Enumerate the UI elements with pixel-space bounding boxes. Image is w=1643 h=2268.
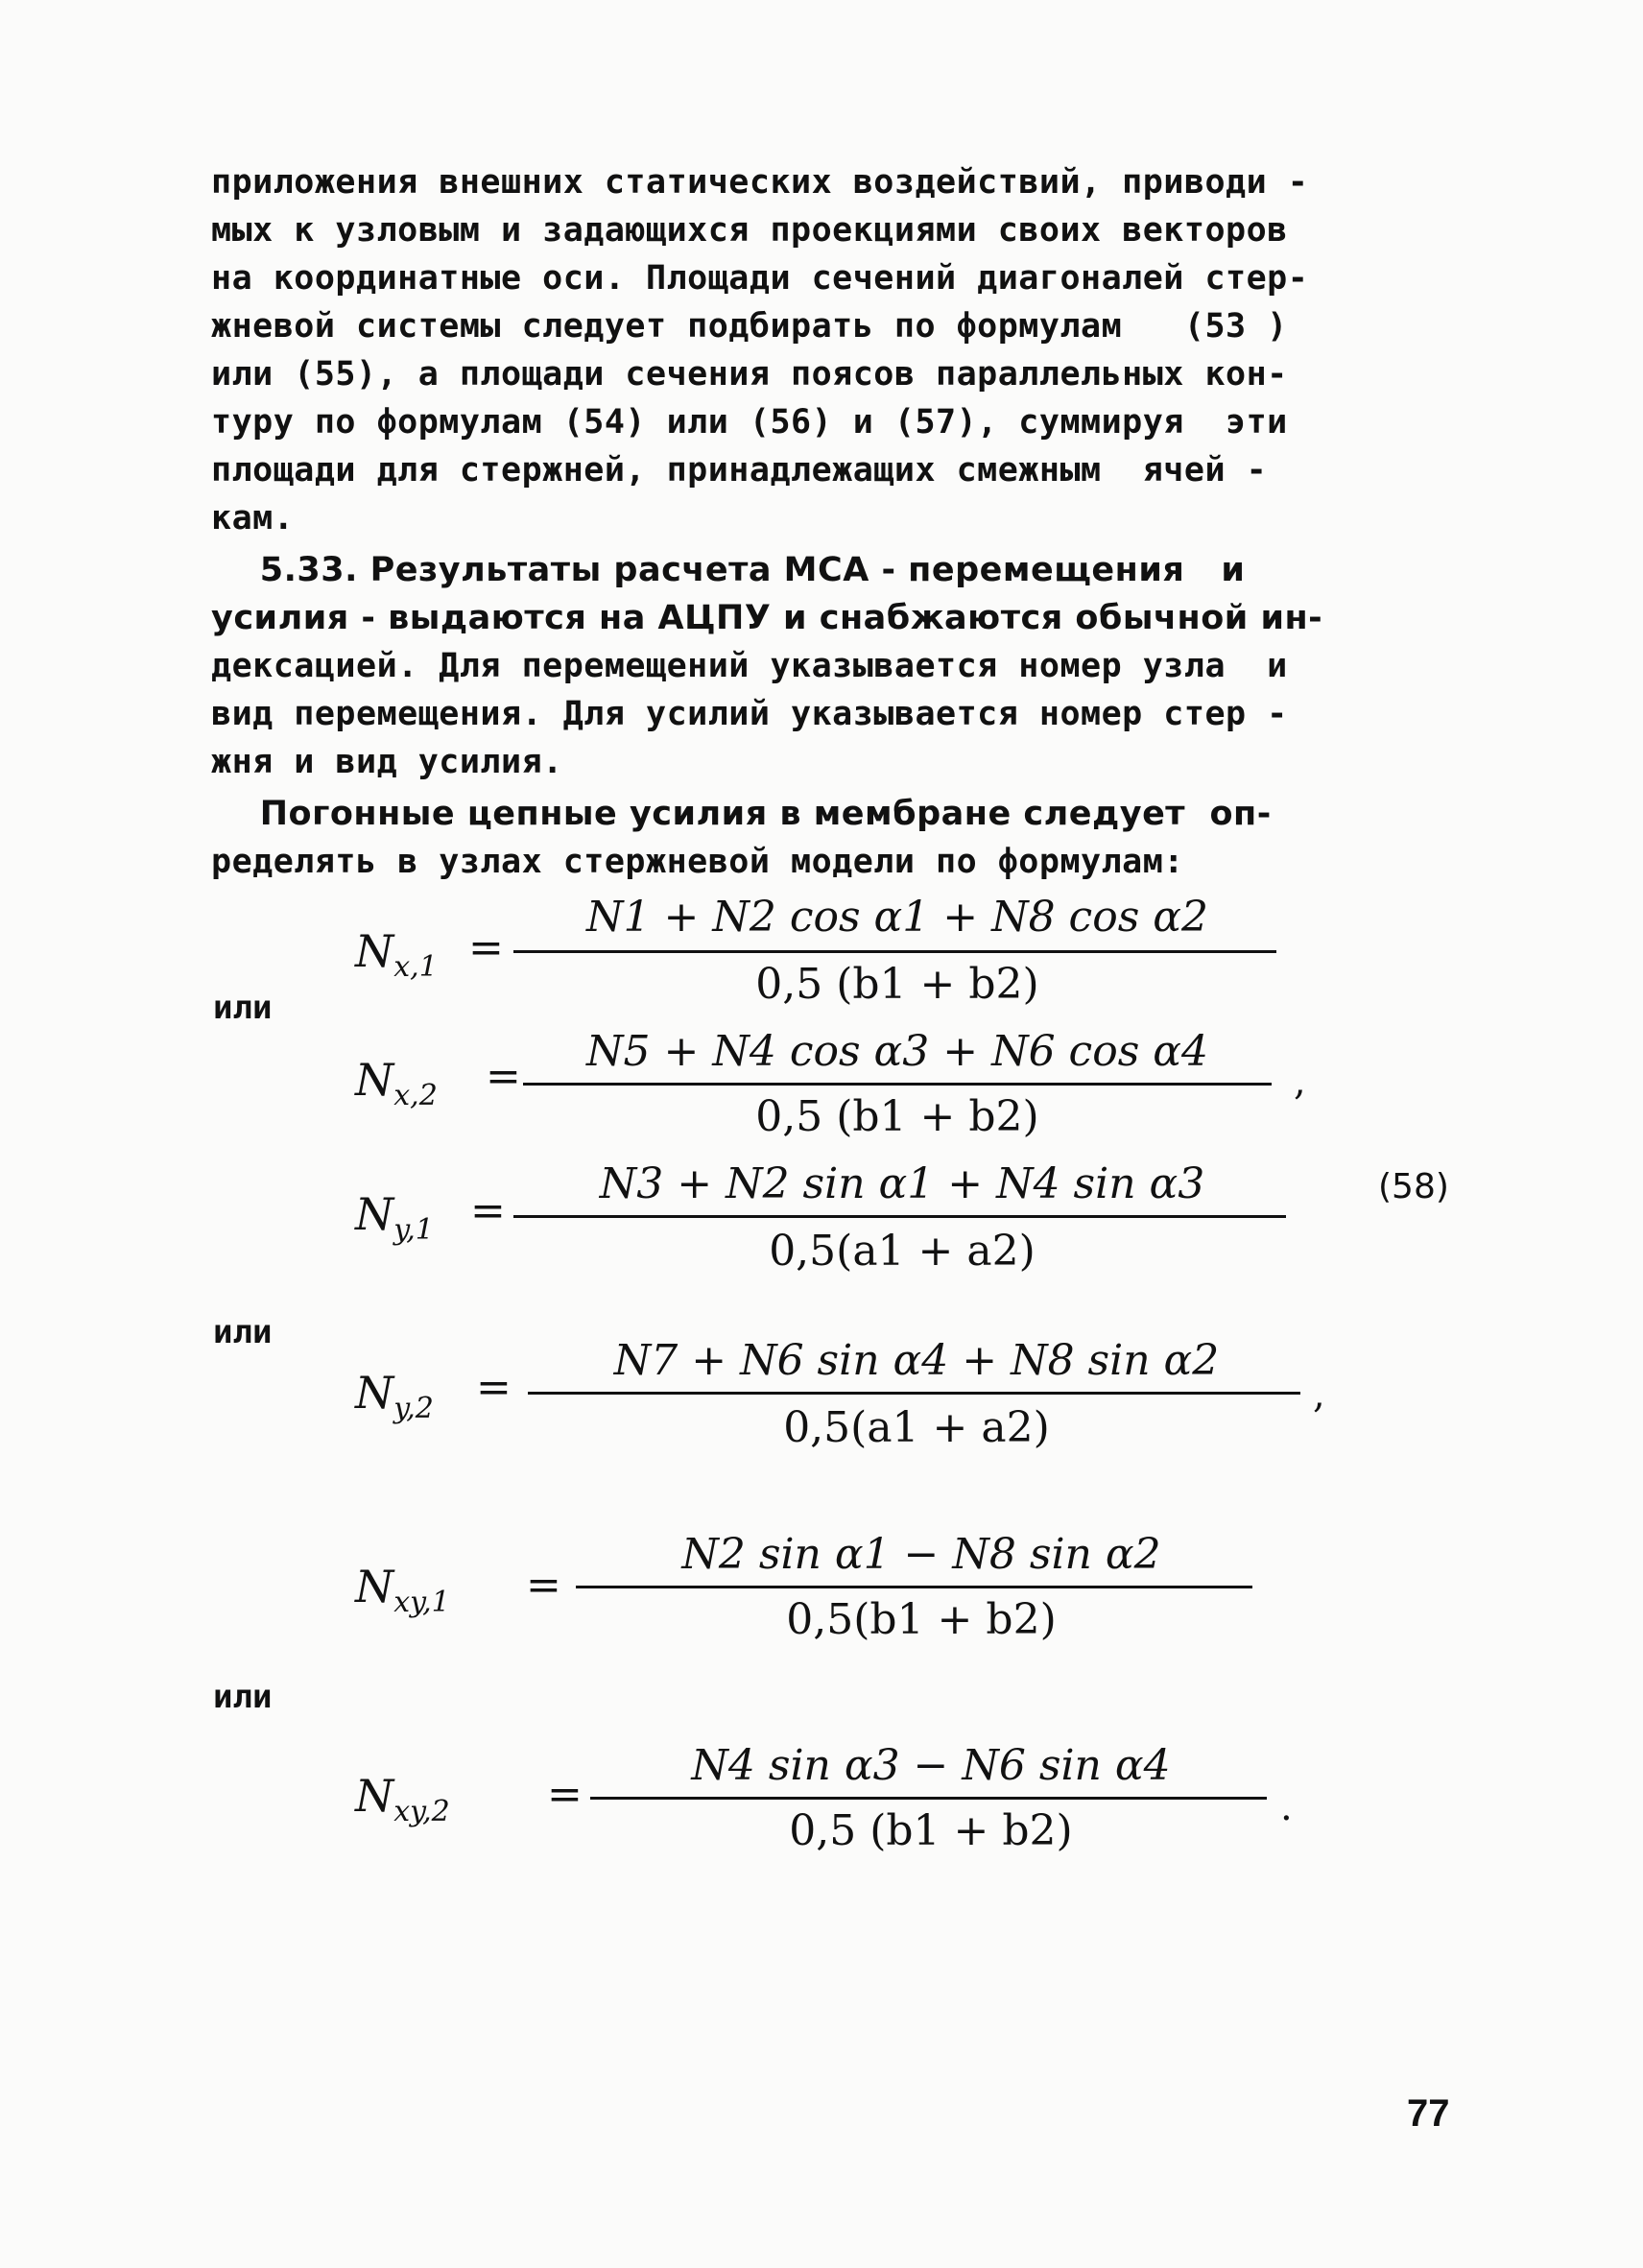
fraction-bar [590,1797,1267,1800]
equals-sign: = [547,1770,583,1819]
fraction-bar [513,950,1276,953]
fraction-bar [528,1392,1300,1395]
equals-sign: = [476,1363,512,1412]
fraction-bar [576,1586,1252,1588]
equation-number: (58) [1378,1167,1449,1206]
formula-numerator: N2 sin α1 − N8 sin α2 [681,1530,1161,1579]
formula-lhs: $N_{x,2}$ [355,1054,438,1113]
text-line: или (55), а площади сечения поясов параллельных кон- [211,355,1288,394]
or-label: или [213,1678,273,1716]
formula-numerator: N1 + N2 cos α1 + N8 cos α2 [586,893,1208,942]
text-line: мых к узловым и задающихся проекциями своих векторов [211,211,1288,250]
formula-lhs: $N_{y,1}$ [355,1188,434,1248]
formula-lhs: $N_{xy,2}$ [355,1770,450,1829]
formula-lhs: $N_{x,1}$ [355,925,438,985]
equals-sign: = [470,1186,506,1235]
formula-trail: , [1313,1373,1325,1417]
text-line: жневой системы следует подбирать по формулам (53 ) [211,307,1288,346]
formula-denominator: 0,5 (b1 + b2) [789,1806,1073,1855]
formula-lhs: $N_{xy,1}$ [355,1561,450,1620]
formula-numerator: N5 + N4 cos α3 + N6 cos α4 [586,1027,1208,1076]
equals-sign: = [468,923,504,972]
equals-sign: = [526,1561,561,1610]
formula-lhs: $N_{y,2}$ [355,1367,434,1426]
text-line: ределять в узлах стержневой модели по формулам: [211,843,1184,881]
formula-trail: . [1280,1785,1293,1829]
text-line: усилия - выдаются на АЦПУ и снабжаются обычной ин- [211,599,1323,637]
formula-denominator: 0,5(a1 + a2) [769,1227,1036,1276]
formula-denominator: 0,5 (b1 + b2) [755,1092,1039,1141]
fraction-bar [523,1083,1272,1086]
or-label: или [213,1313,273,1351]
formula-denominator: 0,5 (b1 + b2) [755,960,1039,1009]
formula-denominator: 0,5(b1 + b2) [786,1595,1057,1644]
text-line: на координатные оси. Площади сечений диагоналей стер- [211,259,1309,298]
formula-numerator: N4 sin α3 − N6 sin α4 [691,1741,1171,1790]
text-line: 5.33. Результаты расчета МСА - перемещения и [211,551,1246,589]
formula-denominator: 0,5(a1 + a2) [783,1403,1050,1452]
text-line: кам. [211,499,295,537]
text-line: туру по формулам (54) или (56) и (57), суммируя эти [211,403,1288,442]
text-line: вид перемещения. Для усилий указывается номер стер - [211,695,1288,733]
formula-numerator: N7 + N6 sin α4 + N8 sin α2 [613,1336,1220,1385]
formula-trail: , [1294,1060,1306,1104]
text-line: Погонные цепные усилия в мембране следует оп- [211,795,1272,833]
page-number: 77 [1407,2092,1450,2135]
or-label: или [213,989,273,1027]
text-line: дексацией. Для перемещений указывается номер узла и [211,647,1288,685]
formula-numerator: N3 + N2 sin α1 + N4 sin α3 [599,1159,1205,1208]
text-line: площади для стержней, принадлежащих смежным ячей - [211,451,1268,489]
equals-sign: = [486,1052,521,1101]
text-line: приложения внешних статических воздействий, приводи - [211,163,1309,202]
text-line: жня и вид усилия. [211,743,563,781]
fraction-bar [513,1215,1286,1218]
